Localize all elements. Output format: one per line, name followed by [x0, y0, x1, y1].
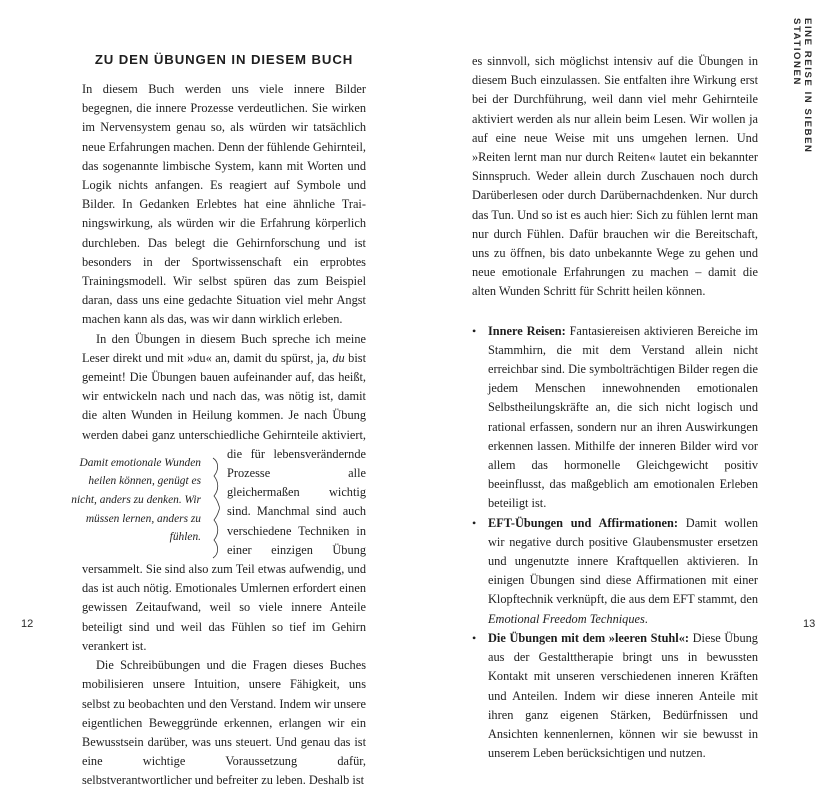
- left-page: [0, 0, 416, 788]
- quote-brace-icon: [211, 456, 221, 560]
- margin-quote-text: Damit emotionale Wunden heilen können, genügt es nicht, anders zu denken. Wir müssen lernen, anders zu fühlen.: [71, 456, 201, 544]
- right-page: [416, 0, 833, 761]
- page-number-left: 12: [21, 618, 34, 630]
- list-item-lead: Innere Reisen:: [488, 323, 566, 338]
- list-item-text: Diese Übung aus der Gestalttherapie bringt uns in bewussten Kontakt mit unseren verschiedenen inneren Kräften und Anteilen. Indem wir diese inneren Anteile mit ihren ganz eigenen Stärken, Bedürfnissen und Ansichten kennenlernen, können wir sie bewusst in unserem Leben berücksichtigen und nutzen.: [488, 630, 758, 761]
- list-item-lead: Die Übungen mit dem »leeren Stuhl«:: [488, 630, 690, 645]
- right-text-column: [472, 52, 758, 763]
- paragraph-address-before-quote: bist gemeint! Die Übungen bauen aufeinander auf, das heißt, wir entwickeln nach und nach das, was nötig ist, damit die alten Wunden in Heilung kommen. Je nach Übung werden dabei ganz unterschied: [82, 350, 366, 442]
- page-number-right: 13: [803, 618, 816, 630]
- left-text-column: [71, 80, 366, 791]
- bullet-icon: •: [472, 323, 477, 338]
- list-item-text: Damit wollen wir negative durch positive Glaubensmuster ersetzen und ungenutzte innere Kraftquellen aktivieren. In einigen Übungen sind diese Affirmationen mit einer Klopftechnik verknüpft, die aus dem EFT stammt, den: [488, 515, 758, 607]
- list-item-inner-journeys: [472, 322, 758, 514]
- emphasis-du: du: [332, 350, 345, 365]
- list-item-lead: EFT-Übungen und Affirmationen:: [488, 515, 678, 530]
- paragraph-address-rest: [71, 350, 366, 653]
- paragraph-continuation: es sinnvoll, sich möglichst intensiv auf die Übungen in diesem Buch einzulassen. Sie entfalten ihre Wirkung erst bei der Durchführung, weil dann viel mehr Gehirnteile aktiviert werden als nur allein beim Lesen. Wir wollen ja auf eine neue Weise mit uns umgehen lernen. Und »Reiten lernt man nur durch Reiten« lautet ein bekannter Sinnspruch. Weder allein durch Zuschauen noch durch Darüberlesen oder durch Darübernachdenken. Nur durch das Tun. Und so ist es auch hier: Sich zu fühlen lernt man nur durch Fühlen. Dafür brauchen wir die Bereitschaft, uns zu öffnen, bis dato unbekannte Wege zu gehen und neue emotionale Erfahrungen zu machen – damit die alten Wunden Schritt für Schritt heilen können.: [472, 54, 758, 299]
- list-item-text: Fantasiereisen aktivieren Bereiche im Stammhirn, die mit dem Verstand allein nicht erreichbar sind. Die symbolträchtigen Bilder regen die jedem Menschen innewohnenden emotionalen Selbstheilungskräfte an, die sich nicht logisch und rational erfassen, sondern nur an ihren Auswirkungen erkennen lassen. Mithilfe der inneren Bilder wird vor allem das hormonelle Gleichgewicht positiv beeinflusst, das maßgeblich am emotionalen Erleben beteiligt ist.: [488, 323, 758, 511]
- bullet-icon: •: [472, 515, 477, 530]
- list-item-eft: [472, 514, 758, 629]
- list-item-empty-chair: [472, 629, 758, 763]
- exercise-type-list: [472, 322, 758, 764]
- paragraph-address: [71, 330, 366, 656]
- list-item-emphasis: Emotional Freedom Techniques: [488, 611, 645, 626]
- paragraph-intro: In diesem Buch werden uns viele innere Bilder begegnen, die innere Prozesse verdeutlichen. Sie wirken im Nervensystem genau so, als würden wir tatsächlich neue Erfahrungen machen. Denn der fühlende Gehirnteil, das sogenannte limbische System, kann mit Worten und Logik nichts anfangen. Es reagiert auf Symbole und Bilder. In Gedanken Erlebtes hat eine ähnliche Trainingswirkung, als würden wir die Erfahrung körperlich durchleben. Das belegt die Gehirnforschung und ist besonders in der Sportwissenschaft ein erprobtes Trainingsmodell. Wir selbst spüren das zum Beispiel daran, dass uns eine gedachte Situation viel mehr Angst machen kann als das, was wir dann wirklich erleben.: [82, 82, 366, 327]
- paragraph-writing-exercises: Die Schreibübungen und die Fragen dieses Buches mobilisieren unsere Intuition, unsere Fähigkeit, uns selbst zu beobachten und den Verstand. Indem wir unsere eigentlichen Beweggründe erkennen, erlangen wir ein Bewusstsein darüber, was uns steuert. Und genau das ist eine wichtige Voraussetzung dafür, selbstverantwortlicher und befreiter zu leben. Deshalb ist: [82, 658, 366, 788]
- margin-quote: [64, 454, 221, 547]
- paragraph-address-start: In den Übungen in diesem Buch spreche ich meine Leser direkt und mit »du« an, damit du spürst, ja,: [82, 331, 366, 365]
- list-item-tail: .: [644, 611, 648, 626]
- paragraph-address-after-quote: liche Gehirnteile aktiviert, die für lebensverändernde Prozesse alle gleichermaßen wichtig sind. Manchmal sind auch verschiedene Techniken in einer einzigen Übung versammelt. Sie sind also zum Teil etwas aufwendig, und das ist auch nötig. Emotionales Umlernen erfordert einen gewissen Zeitaufwand, weil so viele innere Anteile beteiligt sind und weil das Fühlen so tief im Gehirn verankert ist.: [82, 427, 366, 653]
- section-heading: ZU DEN ÜBUNGEN IN DIESEM BUCH: [94, 52, 354, 67]
- bullet-icon: •: [472, 630, 477, 645]
- running-head: EINE REISE IN SIEBEN STATIONEN: [791, 18, 813, 154]
